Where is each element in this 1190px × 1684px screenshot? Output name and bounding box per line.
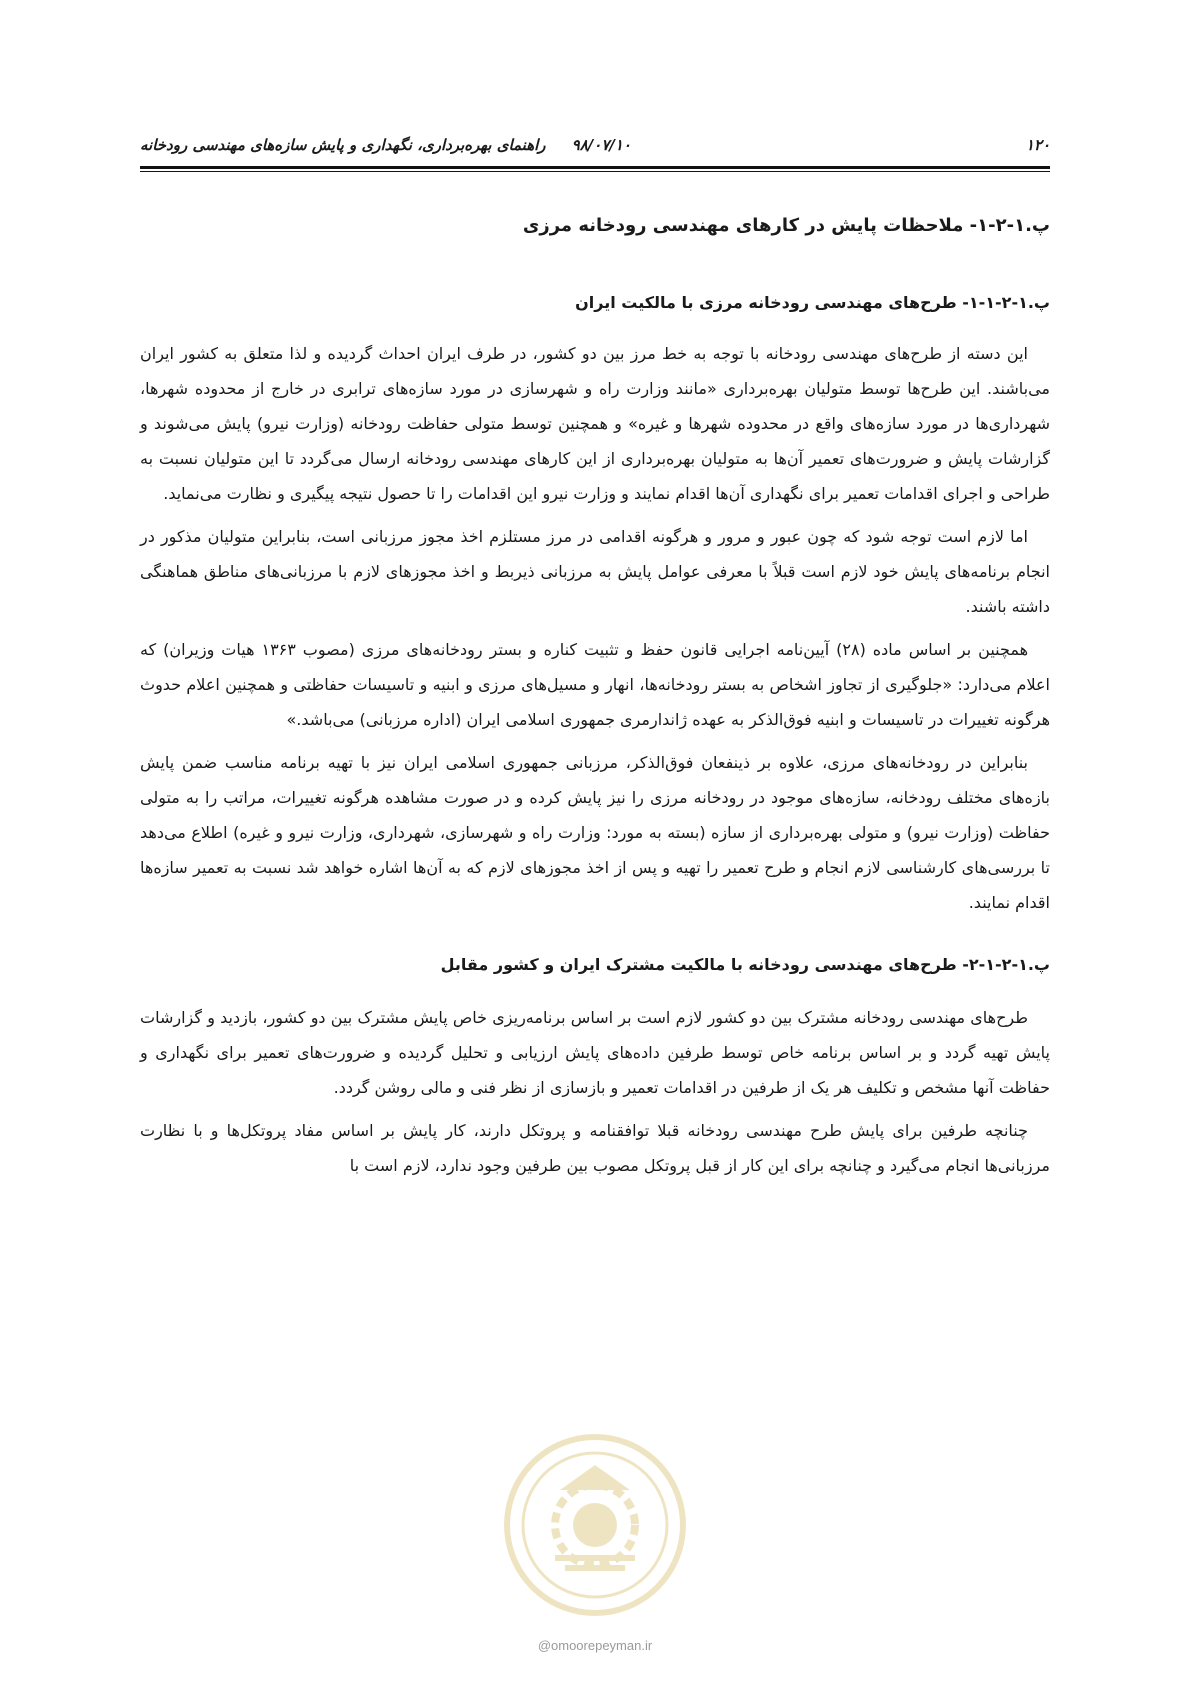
- paragraph: اما لازم است توجه شود که چون عبور و مرور و هرگونه اقدامی در مرز مستلزم اخذ مجوز مرزبانی است، بنابراین متولیان مذکور در انجام برنامه‌های پایش خود لازم است قبلاً با معرفی عوامل پایش به مرزبانی ذیربط و اخذ مجوزهای لازم با مرزبانی‌های مناطق هماهنگی داشته باشند.: [140, 527, 1050, 616]
- header-rule: [140, 166, 1050, 169]
- header-title: راهنمای بهره‌برداری، نگهداری و پایش سازه‌های مهندسی رودخانه: [140, 136, 546, 154]
- paragraph: چنانچه طرفین برای پایش طرح مهندسی رودخانه قبلا توافقنامه و پروتکل دارند، کار پایش بر اساس مفاد پروتکل‌ها و با نظارت مرزبانی‌ها انجام می‌گیرد و چنانچه برای این کار از قبل پروتکل مصوب بین طرفین وجود ندارد، لازم است با: [140, 1121, 1050, 1175]
- document-body: [140, 212, 1050, 1191]
- subsection-heading-1: پ.۱-۲-۱-۱- طرح‌های مهندسی رودخانه مرزی با مالکیت ایران: [575, 293, 1050, 312]
- running-header: [140, 128, 1050, 162]
- watermark-url: @omoorepeyman.ir: [537, 1638, 653, 1653]
- header-rule-thin: [140, 171, 1050, 172]
- paragraph: این دسته از طرح‌های مهندسی رودخانه با توجه به خط مرز بین دو کشور، در طرف ایران احداث گردیده و لذا متعلق به کشور ایران می‌باشند. این طرح‌ها توسط متولیان بهره‌برداری «مانند وزارت راه و شهرسازی در مورد سازه‌های ترابری در خارج از محدوده شهرها، شهرداری‌ها در مورد سازه‌های واقع در محدوده شهرها و غیره» و همچنین توسط متولی حفاظت رودخانه (وزارت نیرو) پایش می‌شوند و گزارشات پایش و ضرورت‌های تعمیر آن‌ها به متولیان بهره‌برداری از این کارهای مهندسی رودخانه ارسال می‌گردد تا این متولیان نسبت به طراحی و اجرای اقدامات تعمیر برای نگهداری آن‌ها اقدام نمایند و وزارت نیرو این اقدامات را تا حصول نتیجه پیگیری و نظارت می‌نماید.: [140, 344, 1050, 503]
- section-heading: پ.۱-۲-۱- ملاحظات پایش در کارهای مهندسی رودخانه مرزی: [522, 215, 1050, 236]
- watermark-seal-logo: [500, 1430, 690, 1620]
- page-number: ۱۲۰: [1025, 136, 1050, 154]
- paragraph: طرح‌های مهندسی رودخانه مشترک بین دو کشور لازم است بر اساس برنامه‌ریزی خاص پایش مشترک بین دو کشور، بازدید و گزارشات پایش تهیه گردد و بر اساس برنامه خاص توسط طرفین داده‌های پایش ارزیابی و تحلیل گردیده و ضرورت‌های تعمیر برای نگهداری و حفاظت آنها مشخص و تکلیف هر یک از طرفین در اقدامات تعمیر و بازسازی از نظر فنی و مالی روشن گردد.: [140, 1008, 1050, 1097]
- paragraph: بنابراین در رودخانه‌های مرزی، علاوه بر ذینفعان فوق‌الذکر، مرزبانی جمهوری اسلامی ایران نیز با تهیه برنامه مناسب ضمن پایش بازه‌های مختلف رودخانه، سازه‌های موجود در رودخانه مرزی را نیز پایش کرده و در صورت مشاهده هرگونه تغییرات، مراتب را به متولی حفاظت (وزارت نیرو) و متولی بهره‌برداری از سازه (بسته به مورد: وزارت راه و شهرسازی، شهرداری، وزارت نیرو و غیره) اطلاع می‌دهد تا بررسی‌های کارشناسی لازم انجام و طرح تعمیر را تهیه و پس از اخذ مجوزهای لازم که به آن‌ها اشاره خواهد شد نسبت به تعمیر سازه‌ها اقدام نمایند.: [140, 753, 1050, 912]
- header-title-group: [140, 136, 631, 154]
- header-date: ۹۸/۰۷/۱۰: [571, 136, 631, 154]
- subsection-heading-2: پ.۱-۲-۱-۲- طرح‌های مهندسی رودخانه با مالکیت مشترک ایران و کشور مقابل: [440, 955, 1050, 974]
- header-spacer: [551, 136, 567, 154]
- paragraph: همچنین بر اساس ماده (۲۸) آیین‌نامه اجرایی قانون حفظ و تثبیت کناره و بستر رودخانه‌های مرزی (مصوب ۱۳۶۳ هیات وزیران) که اعلام می‌دارد: «جلوگیری از تجاوز اشخاص به بستر رودخانه‌ها، انهار و مسیل‌های مرزی و ابنیه و تاسیسات حفاظتی و همچنین اعلام حدوث هرگونه تغییرات در تاسیسات و ابنیه فوق‌الذکر به عهده ژاندارمری جمهوری اسلامی ایران (اداره مرزبانی) می‌باشد.»: [140, 640, 1050, 729]
